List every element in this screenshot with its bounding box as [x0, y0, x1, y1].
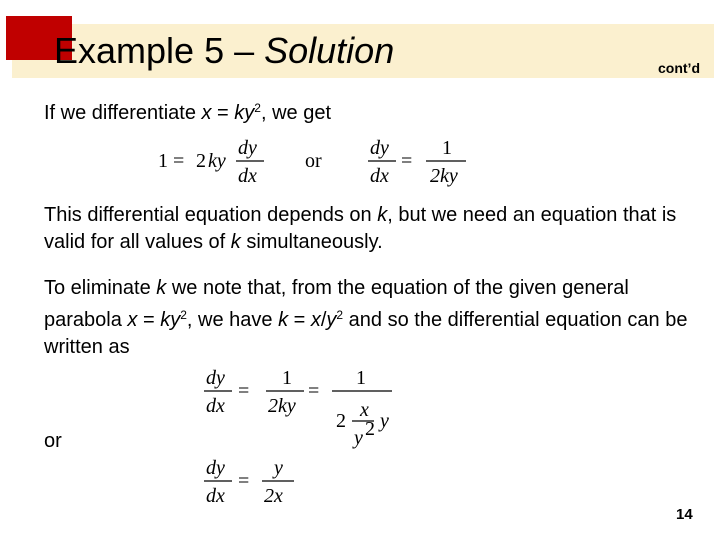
p2-var-k: k	[377, 204, 388, 226]
eq2-equals-2: =	[308, 380, 320, 402]
paragraph-differentiate	[44, 95, 331, 127]
eq1-numerator-one: 1	[442, 137, 452, 159]
p3-var-x: x	[127, 309, 138, 331]
eq1-equals: =	[173, 150, 185, 172]
p3-var-x-2: x	[310, 309, 321, 331]
eq2-dy: dy	[206, 367, 225, 389]
p2-var-k-2: k	[230, 231, 241, 253]
eq1-denominator-2ky: 2ky	[430, 165, 458, 187]
p3-var-k-3: k	[278, 309, 289, 331]
eq1-equals-2: =	[401, 150, 413, 172]
p3-text-b: we note that, from the equation of the given general parabola	[44, 277, 629, 331]
eq1-one: 1	[158, 150, 168, 172]
slide-title	[54, 30, 394, 72]
equation-result	[202, 456, 302, 512]
p2-text-c: simultaneously.	[240, 231, 383, 253]
eq3-equals: =	[238, 470, 250, 492]
eq3-dy: dy	[206, 457, 225, 479]
eq2-2ky: 2ky	[268, 395, 296, 417]
eq1-ky: ky	[208, 150, 226, 172]
page-number: 14	[676, 506, 693, 523]
eq1-dx: dx	[238, 165, 257, 187]
eq2-exponent: 2	[365, 418, 375, 440]
p3-text-d: , we have	[186, 309, 279, 331]
p3-exponent-2: 2	[336, 308, 344, 322]
p3-text-c: =	[137, 309, 161, 331]
p2-text-a: This differential equation depends on	[44, 204, 378, 226]
p2-text-b: , but we need an equation that is valid for all values of	[44, 204, 677, 253]
p1-var-k: k	[234, 102, 245, 124]
continued-label: cont’d	[658, 60, 700, 76]
or-word: or	[44, 430, 62, 452]
eq3-dx: dx	[206, 485, 225, 507]
p3-text-e: =	[288, 309, 311, 331]
title-solution: Solution	[264, 30, 395, 71]
eq2-one-2: 1	[356, 367, 366, 389]
eq1-dy: dy	[238, 137, 257, 159]
paragraph-eliminate-k	[44, 275, 704, 361]
equation-substituted	[202, 366, 402, 456]
eq2-y: y	[380, 410, 389, 432]
p3-text-f: and so the differential equation can be written as	[44, 309, 688, 358]
eq2-equals: =	[238, 380, 250, 402]
eq3-y: y	[274, 457, 283, 479]
p1-text-b: =	[211, 102, 235, 124]
p1-text-c: , we get	[260, 102, 332, 124]
p1-var-x: x	[201, 102, 212, 124]
p3-slash: /	[320, 309, 327, 331]
eq1-dx-2: dx	[370, 165, 389, 187]
eq2-one: 1	[282, 367, 292, 389]
eq2-y-squared-base: y	[354, 427, 363, 449]
eq2-dx: dx	[206, 395, 225, 417]
p3-exponent: 2	[180, 308, 187, 322]
p1-exponent: 2	[254, 101, 261, 115]
p3-var-y-2: y	[326, 309, 337, 331]
p3-text-a: To eliminate	[44, 277, 157, 299]
eq2-x: x	[360, 399, 369, 421]
p3-var-y: y	[170, 309, 181, 331]
eq3-2x: 2x	[264, 485, 283, 507]
equation-derivative	[150, 132, 480, 188]
eq1-two: 2	[196, 150, 206, 172]
p3-var-k-2: k	[160, 309, 171, 331]
p3-var-k: k	[156, 277, 167, 299]
eq1-or: or	[305, 150, 322, 172]
p1-var-y: y	[244, 102, 255, 124]
paragraph-depends-on-k	[44, 202, 684, 256]
p1-text-a: If we differentiate	[44, 102, 202, 124]
eq2-two: 2	[336, 410, 346, 432]
eq1-dy-2: dy	[370, 137, 389, 159]
title-main: Example 5 –	[54, 30, 265, 71]
